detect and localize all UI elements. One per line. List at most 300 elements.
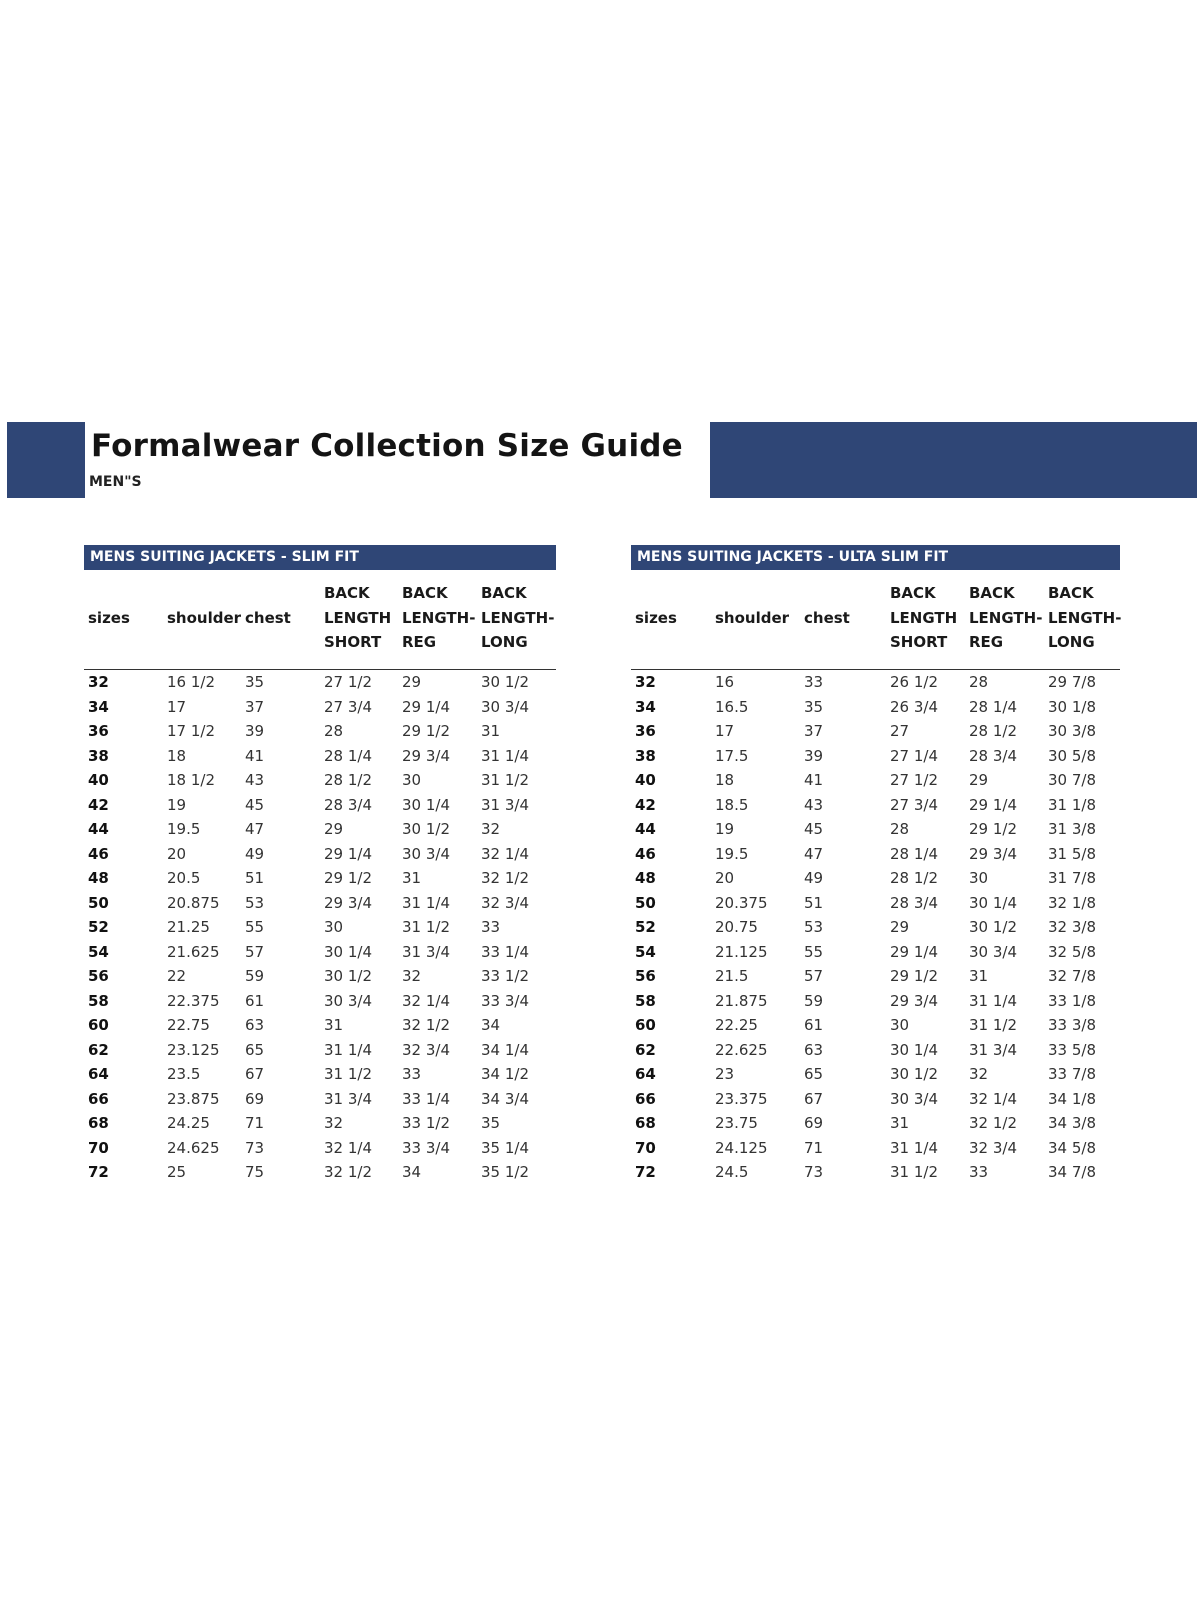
- back-length-long-cell: 32 1/2: [481, 869, 529, 887]
- back-length-reg-cell: 30 1/2: [969, 918, 1017, 936]
- back-length-short-cell: 28 1/4: [324, 746, 372, 765]
- col-header-sizes: sizes: [88, 609, 130, 627]
- back-length-reg-cell: 28: [969, 673, 989, 691]
- chest-cell: 55: [245, 918, 265, 936]
- chest-cell: 49: [804, 869, 824, 887]
- shoulder-cell: 20: [167, 844, 187, 863]
- back-length-short-cell: 29: [890, 918, 910, 936]
- back-length-reg-cell: 31 1/4: [402, 893, 450, 912]
- size-cell: 58: [635, 991, 656, 1010]
- chest-cell: 43: [804, 795, 824, 814]
- table-row: [631, 964, 1120, 989]
- back-length-long-cell: 32 7/8: [1048, 967, 1096, 985]
- back-length-short-cell: 26 1/2: [890, 673, 938, 691]
- size-cell: 56: [635, 967, 656, 985]
- back-length-reg-cell: 29 3/4: [402, 746, 450, 765]
- back-length-long-cell: 33 3/4: [481, 991, 529, 1010]
- back-length-short-cell: 31 1/4: [324, 1040, 372, 1059]
- shoulder-cell: 18: [167, 746, 187, 765]
- back-length-reg-cell: 33 1/4: [402, 1089, 450, 1108]
- chest-cell: 69: [804, 1114, 824, 1132]
- chest-cell: 67: [804, 1089, 824, 1108]
- back-length-long-cell: 33 1/2: [481, 967, 529, 985]
- back-length-short-cell: 28 1/4: [890, 844, 938, 863]
- back-length-reg-cell: 30 1/4: [969, 893, 1017, 912]
- shoulder-cell: 19: [715, 820, 735, 838]
- table-row: [84, 719, 556, 744]
- back-length-short-cell: 27 1/4: [890, 746, 938, 765]
- back-length-short-cell: 26 3/4: [890, 697, 938, 716]
- back-length-long-cell: 33 5/8: [1048, 1040, 1096, 1059]
- table-row: [631, 695, 1120, 720]
- back-length-reg-cell: 31 3/4: [402, 942, 450, 961]
- size-cell: 38: [88, 746, 109, 765]
- back-length-long-cell: 30 3/8: [1048, 722, 1096, 740]
- table-row: [84, 695, 556, 720]
- header-accent-band-right: [710, 422, 1197, 498]
- size-cell: 48: [635, 869, 656, 887]
- shoulder-cell: 22.25: [715, 1016, 758, 1034]
- table-row: [631, 989, 1120, 1014]
- slim-fit-table: [84, 545, 556, 1185]
- size-cell: 68: [88, 1114, 109, 1132]
- shoulder-cell: 25: [167, 1163, 187, 1181]
- back-length-reg-cell: 31 1/2: [402, 918, 450, 936]
- back-length-reg-cell: 29 1/4: [969, 795, 1017, 814]
- back-length-reg-cell: 29 1/4: [402, 697, 450, 716]
- back-length-long-cell: 30 1/8: [1048, 697, 1096, 716]
- shoulder-cell: 18.5: [715, 795, 749, 814]
- size-cell: 44: [635, 820, 656, 838]
- col-header-line: BACK: [481, 584, 527, 602]
- shoulder-cell: 21.125: [715, 942, 768, 961]
- shoulder-cell: 23.375: [715, 1089, 768, 1108]
- back-length-short-cell: 30: [890, 1016, 910, 1034]
- chest-cell: 51: [804, 893, 824, 912]
- back-length-reg-cell: 30 1/4: [402, 795, 450, 814]
- table-row: [631, 1111, 1120, 1136]
- back-length-reg-cell: 30 3/4: [402, 844, 450, 863]
- shoulder-cell: 20.375: [715, 893, 768, 912]
- col-header-line: LENGTH: [890, 608, 958, 627]
- shoulder-cell: 18: [715, 771, 735, 789]
- back-length-reg-cell: 33: [402, 1065, 422, 1083]
- size-cell: 32: [88, 673, 109, 691]
- shoulder-cell: 19: [167, 795, 187, 814]
- shoulder-cell: 16 1/2: [167, 673, 215, 691]
- back-length-long-cell: 33: [481, 918, 501, 936]
- slim-fit-table-title: MENS SUITING JACKETS - SLIM FIT: [84, 545, 556, 570]
- table-row: [84, 891, 556, 916]
- shoulder-cell: 24.25: [167, 1114, 210, 1132]
- chest-cell: 43: [245, 771, 265, 789]
- size-cell: 64: [635, 1065, 656, 1083]
- back-length-long-cell: 34 7/8: [1048, 1163, 1096, 1181]
- table-row: [84, 1136, 556, 1161]
- chest-cell: 49: [245, 844, 265, 863]
- back-length-reg-cell: 32 3/4: [402, 1040, 450, 1059]
- back-length-reg-cell: 33: [969, 1163, 989, 1181]
- shoulder-cell: 21.625: [167, 942, 220, 961]
- shoulder-cell: 21.25: [167, 918, 210, 936]
- col-header-chest: chest: [804, 609, 850, 627]
- shoulder-cell: 18 1/2: [167, 771, 215, 789]
- size-cell: 34: [635, 697, 656, 716]
- col-header-chest: chest: [245, 609, 291, 627]
- back-length-short-cell: 30 1/4: [324, 942, 372, 961]
- table-row: [631, 866, 1120, 891]
- back-length-short-cell: 29 1/4: [324, 844, 372, 863]
- ultra-slim-fit-rows: [631, 670, 1120, 1185]
- size-cell: 60: [88, 1016, 109, 1034]
- back-length-long-cell: 29 7/8: [1048, 673, 1096, 691]
- shoulder-cell: 20.75: [715, 918, 758, 936]
- table-row: [631, 793, 1120, 818]
- size-cell: 64: [88, 1065, 109, 1083]
- page-title: Formalwear Collection Size Guide: [91, 428, 683, 464]
- size-cell: 72: [635, 1163, 656, 1181]
- chest-cell: 37: [245, 697, 265, 716]
- shoulder-cell: 22: [167, 967, 187, 985]
- size-cell: 42: [88, 795, 109, 814]
- back-length-reg-cell: 29: [402, 673, 422, 691]
- back-length-long-cell: 35 1/4: [481, 1138, 529, 1157]
- chest-cell: 47: [245, 820, 265, 838]
- chest-cell: 67: [245, 1065, 265, 1083]
- ultra-slim-fit-table-title: MENS SUITING JACKETS - ULTA SLIM FIT: [631, 545, 1120, 570]
- chest-cell: 53: [245, 893, 265, 912]
- back-length-long-cell: 33 3/8: [1048, 1016, 1096, 1034]
- back-length-long-cell: 31 3/8: [1048, 820, 1096, 838]
- col-header-line: BACK: [402, 584, 448, 602]
- size-cell: 52: [635, 918, 656, 936]
- back-length-short-cell: 29 3/4: [324, 893, 372, 912]
- size-cell: 46: [635, 844, 656, 863]
- shoulder-cell: 20.875: [167, 893, 220, 912]
- back-length-short-cell: 31 1/2: [890, 1163, 938, 1181]
- chest-cell: 55: [804, 942, 824, 961]
- back-length-short-cell: 27 3/4: [324, 697, 372, 716]
- shoulder-cell: 24.125: [715, 1138, 768, 1157]
- chest-cell: 75: [245, 1163, 265, 1181]
- table-row: [84, 989, 556, 1014]
- slim-fit-column-headers: [84, 570, 556, 670]
- back-length-reg-cell: 32: [402, 967, 422, 985]
- back-length-reg-cell: 31: [969, 967, 989, 985]
- back-length-reg-cell: 32: [969, 1065, 989, 1083]
- size-cell: 48: [88, 869, 109, 887]
- chest-cell: 61: [245, 991, 265, 1010]
- ultra-slim-fit-column-headers: [631, 570, 1120, 670]
- back-length-short-cell: 30 3/4: [324, 991, 372, 1010]
- chest-cell: 71: [804, 1138, 824, 1157]
- back-length-long-cell: 34: [481, 1016, 501, 1034]
- col-header-back-length-short: [324, 581, 391, 655]
- col-header-line: LENGTH-: [1048, 608, 1122, 627]
- col-header-back-length-reg: [969, 581, 1042, 655]
- table-row: [84, 964, 556, 989]
- shoulder-cell: 24.625: [167, 1138, 220, 1157]
- chest-cell: 45: [804, 820, 824, 838]
- shoulder-cell: 24.5: [715, 1163, 749, 1181]
- col-header-line: REG: [969, 633, 1004, 651]
- back-length-reg-cell: 33 1/2: [402, 1114, 450, 1132]
- chest-cell: 63: [804, 1040, 824, 1059]
- chest-cell: 39: [804, 746, 824, 765]
- page-subtitle: MEN"S: [89, 474, 142, 490]
- size-cell: 38: [635, 746, 656, 765]
- chest-cell: 57: [245, 942, 265, 961]
- shoulder-cell: 22.375: [167, 991, 220, 1010]
- back-length-short-cell: 32 1/4: [324, 1138, 372, 1157]
- table-row: [84, 744, 556, 769]
- size-cell: 60: [635, 1016, 656, 1034]
- shoulder-cell: 23.875: [167, 1089, 220, 1108]
- back-length-reg-cell: 28 1/4: [969, 697, 1017, 716]
- table-row: [84, 817, 556, 842]
- chest-cell: 59: [804, 991, 824, 1010]
- back-length-short-cell: 31: [324, 1016, 344, 1034]
- back-length-short-cell: 28 3/4: [324, 795, 372, 814]
- back-length-short-cell: 28 1/2: [324, 771, 372, 789]
- back-length-reg-cell: 31 1/4: [969, 991, 1017, 1010]
- chest-cell: 35: [804, 697, 824, 716]
- size-cell: 62: [88, 1040, 109, 1059]
- col-header-shoulder: shoulder: [715, 609, 790, 627]
- size-cell: 70: [88, 1138, 109, 1157]
- back-length-short-cell: 32: [324, 1114, 344, 1132]
- table-row: [84, 1013, 556, 1038]
- back-length-short-cell: 30 3/4: [890, 1089, 938, 1108]
- back-length-short-cell: 27: [890, 722, 910, 740]
- back-length-long-cell: 31 1/2: [481, 771, 529, 789]
- chest-cell: 65: [804, 1065, 824, 1083]
- table-row: [84, 768, 556, 793]
- size-cell: 70: [635, 1138, 656, 1157]
- table-row: [631, 817, 1120, 842]
- back-length-short-cell: 28 1/2: [890, 869, 938, 887]
- chest-cell: 45: [245, 795, 265, 814]
- back-length-short-cell: 29: [324, 820, 344, 838]
- shoulder-cell: 23.75: [715, 1114, 758, 1132]
- back-length-long-cell: 34 1/4: [481, 1040, 529, 1059]
- back-length-long-cell: 34 3/4: [481, 1089, 529, 1108]
- size-cell: 44: [88, 820, 109, 838]
- size-cell: 34: [88, 697, 109, 716]
- shoulder-cell: 17 1/2: [167, 722, 215, 740]
- size-cell: 36: [635, 722, 656, 740]
- back-length-long-cell: 31 5/8: [1048, 844, 1096, 863]
- back-length-short-cell: 29 1/2: [890, 967, 938, 985]
- col-header-line: LENGTH-: [402, 608, 476, 627]
- back-length-long-cell: 32 3/8: [1048, 918, 1096, 936]
- shoulder-cell: 17: [167, 697, 187, 716]
- back-length-long-cell: 30 1/2: [481, 673, 529, 691]
- back-length-short-cell: 30 1/4: [890, 1040, 938, 1059]
- back-length-reg-cell: 30 1/2: [402, 820, 450, 838]
- shoulder-cell: 17.5: [715, 746, 749, 765]
- size-cell: 66: [88, 1089, 109, 1108]
- table-row: [84, 1062, 556, 1087]
- col-header-line: LENGTH: [324, 608, 392, 627]
- back-length-reg-cell: 29: [969, 771, 989, 789]
- col-header-line: LONG: [1048, 633, 1095, 651]
- back-length-reg-cell: 28 3/4: [969, 746, 1017, 765]
- back-length-long-cell: 32 5/8: [1048, 942, 1096, 961]
- back-length-long-cell: 32 3/4: [481, 893, 529, 912]
- chest-cell: 63: [245, 1016, 265, 1034]
- back-length-long-cell: 31: [481, 722, 501, 740]
- back-length-reg-cell: 34: [402, 1163, 422, 1181]
- back-length-reg-cell: 31 3/4: [969, 1040, 1017, 1059]
- size-cell: 68: [635, 1114, 656, 1132]
- chest-cell: 51: [245, 869, 265, 887]
- back-length-short-cell: 31 3/4: [324, 1089, 372, 1108]
- back-length-short-cell: 30 1/2: [890, 1065, 938, 1083]
- back-length-reg-cell: 33 3/4: [402, 1138, 450, 1157]
- back-length-reg-cell: 30: [969, 869, 989, 887]
- table-row: [631, 1038, 1120, 1063]
- size-cell: 66: [635, 1089, 656, 1108]
- size-cell: 62: [635, 1040, 656, 1059]
- back-length-long-cell: 32 1/8: [1048, 893, 1096, 912]
- shoulder-cell: 19.5: [167, 820, 201, 838]
- back-length-long-cell: 31 7/8: [1048, 869, 1096, 887]
- col-header-back-length-short: [890, 581, 957, 655]
- back-length-long-cell: 34 1/2: [481, 1065, 529, 1083]
- table-row: [84, 793, 556, 818]
- col-header-line: LENGTH-: [969, 608, 1043, 627]
- col-header-line: REG: [402, 633, 437, 651]
- col-header-line: LONG: [481, 633, 528, 651]
- back-length-short-cell: 27 1/2: [890, 771, 938, 789]
- size-cell: 50: [88, 893, 109, 912]
- table-row: [84, 1111, 556, 1136]
- size-cell: 52: [88, 918, 109, 936]
- table-row: [84, 670, 556, 695]
- chest-cell: 37: [804, 722, 824, 740]
- back-length-long-cell: 31 3/4: [481, 795, 529, 814]
- chest-cell: 69: [245, 1089, 265, 1108]
- shoulder-cell: 16.5: [715, 697, 749, 716]
- back-length-reg-cell: 30: [402, 771, 422, 789]
- shoulder-cell: 23.5: [167, 1065, 201, 1083]
- back-length-reg-cell: 31 1/2: [969, 1016, 1017, 1034]
- shoulder-cell: 20: [715, 869, 735, 887]
- size-cell: 58: [88, 991, 109, 1010]
- table-row: [631, 719, 1120, 744]
- back-length-short-cell: 31: [890, 1114, 910, 1132]
- table-row: [631, 1013, 1120, 1038]
- shoulder-cell: 22.75: [167, 1016, 210, 1034]
- col-header-sizes: sizes: [635, 609, 677, 627]
- chest-cell: 71: [245, 1114, 265, 1132]
- title-block: [85, 422, 710, 498]
- back-length-reg-cell: 32 1/2: [969, 1114, 1017, 1132]
- shoulder-cell: 16: [715, 673, 735, 691]
- size-cell: 46: [88, 844, 109, 863]
- col-header-line: BACK: [890, 584, 936, 602]
- back-length-reg-cell: 32 1/4: [402, 991, 450, 1010]
- size-cell: 40: [88, 771, 109, 789]
- chest-cell: 57: [804, 967, 824, 985]
- back-length-long-cell: 30 5/8: [1048, 746, 1096, 765]
- size-cell: 54: [635, 942, 656, 961]
- col-header-line: BACK: [324, 584, 370, 602]
- col-header-back-length-long: [1048, 581, 1121, 655]
- chest-cell: 41: [245, 746, 265, 765]
- table-row: [84, 940, 556, 965]
- back-length-reg-cell: 31: [402, 869, 422, 887]
- back-length-long-cell: 33 7/8: [1048, 1065, 1096, 1083]
- back-length-long-cell: 33 1/4: [481, 942, 529, 961]
- chest-cell: 73: [245, 1138, 265, 1157]
- table-row: [631, 891, 1120, 916]
- back-length-long-cell: 34 1/8: [1048, 1089, 1096, 1108]
- table-row: [631, 670, 1120, 695]
- chest-cell: 41: [804, 771, 824, 789]
- shoulder-cell: 21.875: [715, 991, 768, 1010]
- col-header-line: LENGTH-: [481, 608, 555, 627]
- table-row: [631, 842, 1120, 867]
- col-header-line: SHORT: [324, 633, 382, 651]
- back-length-long-cell: 30 7/8: [1048, 771, 1096, 789]
- col-header-shoulder: shoulder: [167, 609, 242, 627]
- table-row: [84, 866, 556, 891]
- back-length-short-cell: 29 3/4: [890, 991, 938, 1010]
- table-row: [631, 1087, 1120, 1112]
- chest-cell: 47: [804, 844, 824, 863]
- back-length-reg-cell: 29 1/2: [402, 722, 450, 740]
- size-cell: 56: [88, 967, 109, 985]
- back-length-short-cell: 27 3/4: [890, 795, 938, 814]
- col-header-line: BACK: [1048, 584, 1094, 602]
- shoulder-cell: 21.5: [715, 967, 749, 985]
- header-accent-band-left: [7, 422, 85, 498]
- shoulder-cell: 19.5: [715, 844, 749, 863]
- table-row: [631, 1136, 1120, 1161]
- back-length-short-cell: 28: [324, 722, 344, 740]
- chest-cell: 73: [804, 1163, 824, 1181]
- back-length-long-cell: 30 3/4: [481, 697, 529, 716]
- back-length-short-cell: 27 1/2: [324, 673, 372, 691]
- size-cell: 54: [88, 942, 109, 961]
- table-row: [84, 915, 556, 940]
- chest-cell: 65: [245, 1040, 265, 1059]
- size-cell: 72: [88, 1163, 109, 1181]
- shoulder-cell: 17: [715, 722, 735, 740]
- table-row: [84, 842, 556, 867]
- table-row: [631, 1160, 1120, 1185]
- size-cell: 50: [635, 893, 656, 912]
- back-length-reg-cell: 32 3/4: [969, 1138, 1017, 1157]
- col-header-line: SHORT: [890, 633, 948, 651]
- back-length-reg-cell: 29 1/2: [969, 820, 1017, 838]
- table-row: [631, 940, 1120, 965]
- back-length-long-cell: 34 3/8: [1048, 1114, 1096, 1132]
- slim-fit-rows: [84, 670, 556, 1185]
- shoulder-cell: 20.5: [167, 869, 201, 887]
- back-length-short-cell: 32 1/2: [324, 1163, 372, 1181]
- chest-cell: 61: [804, 1016, 824, 1034]
- ultra-slim-fit-table: [631, 545, 1120, 1185]
- col-header-back-length-reg: [402, 581, 475, 655]
- size-cell: 40: [635, 771, 656, 789]
- shoulder-cell: 23: [715, 1065, 735, 1083]
- back-length-reg-cell: 28 1/2: [969, 722, 1017, 740]
- back-length-reg-cell: 29 3/4: [969, 844, 1017, 863]
- size-cell: 42: [635, 795, 656, 814]
